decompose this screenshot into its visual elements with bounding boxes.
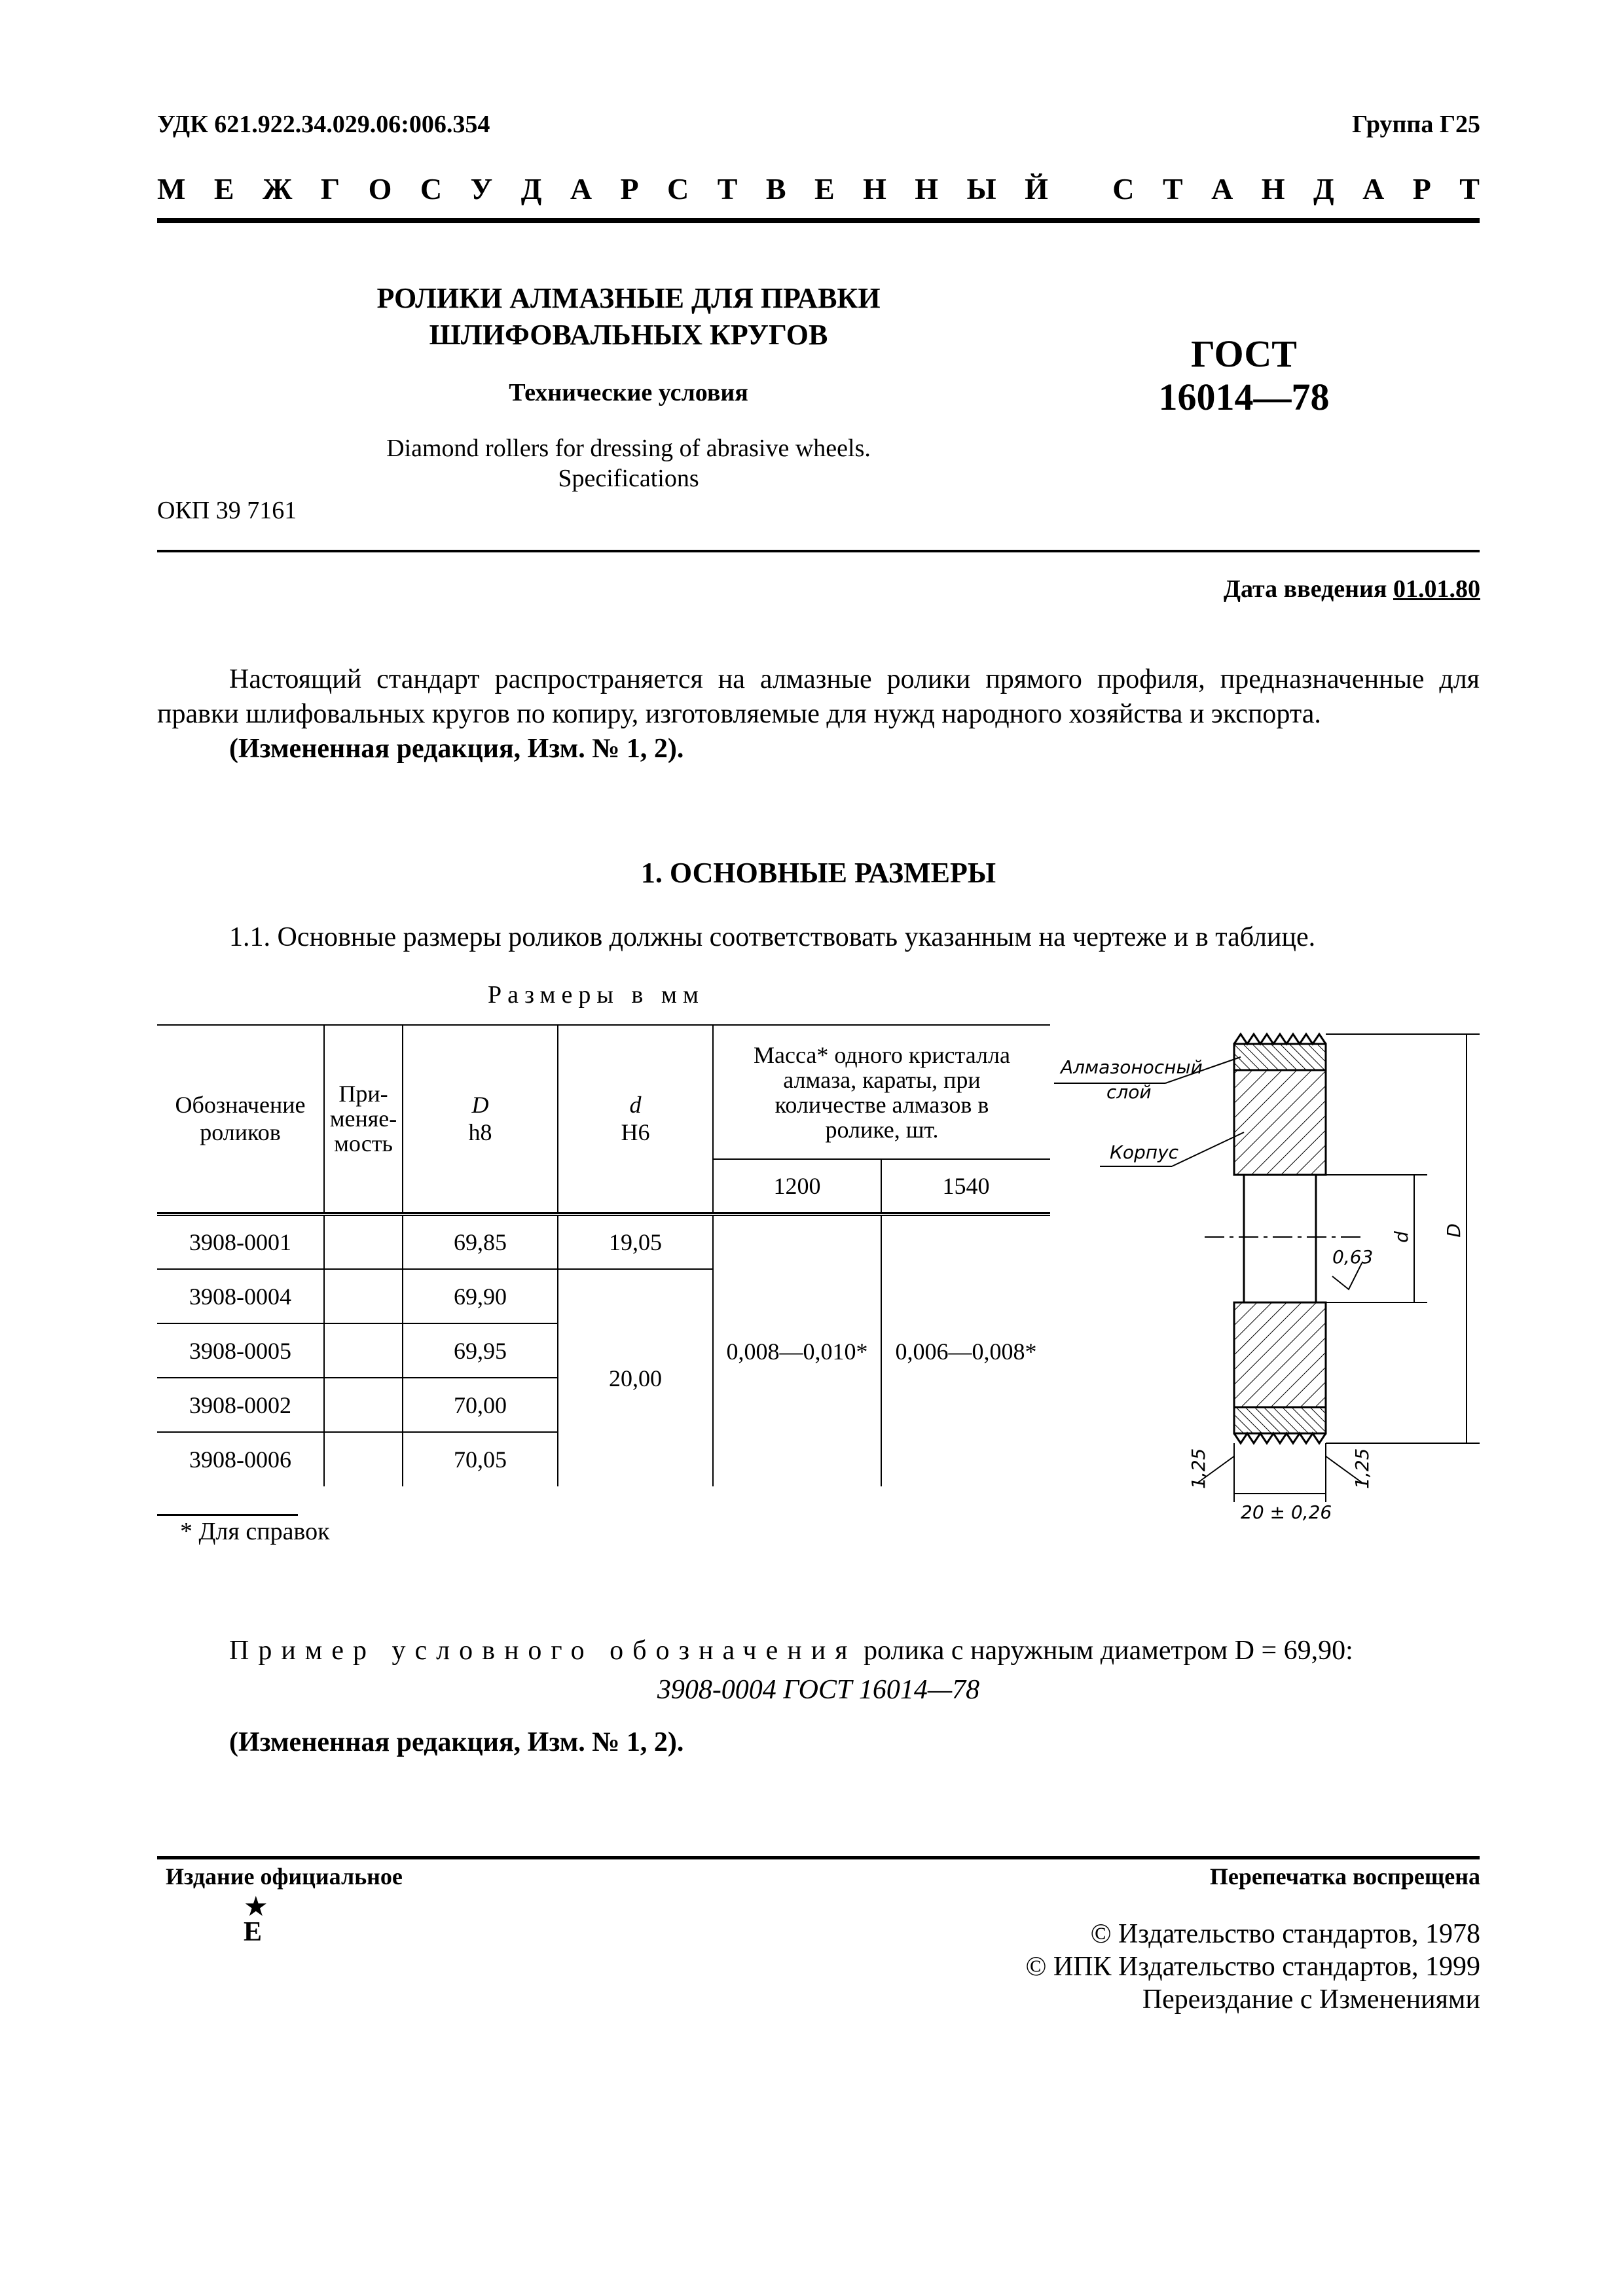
header-D-tolerance: h8 — [468, 1119, 492, 1146]
banner-letter: Т — [1459, 172, 1480, 206]
row-D: 69,95 — [403, 1323, 558, 1378]
e-mark: Е — [244, 1917, 263, 1947]
intro-text: Настоящий стандарт распространяется на алмазные ролики прямого профиля, предназначенные для правки шлифовальных кругов по копиру, изготовляемые для нужд народного хозяйства и экспорта. — [157, 664, 1480, 729]
row-applicability — [324, 1269, 403, 1323]
banner-letter: Г — [320, 172, 340, 206]
section-title: 1. ОСНОВНЫЕ РАЗМЕРЫ — [640, 857, 996, 889]
header-rule — [157, 218, 1480, 223]
gost-code: 16014—78 — [1158, 376, 1330, 418]
banner-letter: Д — [520, 172, 542, 206]
banner-letter: С — [667, 172, 689, 206]
D-dimension-label: D — [1443, 1223, 1465, 1238]
english-title — [275, 433, 982, 493]
banner-letter: Е — [213, 172, 234, 206]
body-bottom — [1234, 1302, 1326, 1407]
footnote: * Для справок — [180, 1518, 330, 1545]
body-top — [1234, 1070, 1326, 1175]
banner-letter: Ж — [262, 172, 293, 206]
body-label: Корпус — [1110, 1141, 1179, 1163]
subtitle: Технические условия — [509, 379, 748, 406]
section-text: 1.1. Основные размеры роликов должны соответствовать указанным на чертеже и в таблице. — [229, 922, 1316, 952]
title-rule — [157, 550, 1480, 552]
roller-drawing — [1034, 1021, 1493, 1532]
standard-banner — [157, 171, 1480, 206]
banner-letter: С — [420, 172, 443, 206]
banner-letter: В — [765, 172, 786, 206]
star-mark: ★ — [244, 1892, 268, 1922]
table-row — [157, 1215, 1050, 1269]
banner-letter: М — [157, 172, 186, 206]
english-title-line-1: Diamond rollers for dressing of abrasive wheels. — [386, 435, 871, 462]
banner-letter: С — [1112, 172, 1135, 206]
header-count-1540: 1540 — [881, 1159, 1050, 1213]
banner-letter: Е — [814, 172, 835, 206]
row-D: 69,90 — [403, 1269, 558, 1323]
row-D: 70,05 — [403, 1432, 558, 1486]
chamfer-right-label: 1,25 — [1351, 1448, 1373, 1489]
banner-letter: О — [368, 172, 392, 206]
row-applicability — [324, 1432, 403, 1486]
chamfer-left-label: 1,25 — [1188, 1448, 1209, 1489]
row-designation: 3908-0004 — [157, 1269, 324, 1323]
banner-letter: Н — [1261, 172, 1285, 206]
row-designation: 3908-0005 — [157, 1323, 324, 1378]
copyright-line-3: Переиздание с Изменениями — [1142, 1984, 1480, 2015]
banner-letter: У — [470, 172, 493, 206]
row-applicability — [324, 1323, 403, 1378]
banner-letter: Р — [1412, 172, 1431, 206]
row-D: 69,85 — [403, 1215, 558, 1269]
row-D: 70,00 — [403, 1378, 558, 1432]
row-designation: 3908-0001 — [157, 1215, 324, 1269]
row-applicability — [324, 1378, 403, 1432]
copyright-line-1: © Издательство стандартов, 1978 — [1090, 1919, 1480, 1949]
header-mass: Масса* одного кристалла алмаза, караты, при количестве алмазов в ролике, шт. — [713, 1025, 1050, 1159]
footnote-rule — [157, 1514, 298, 1516]
banner-letter: Р — [620, 172, 639, 206]
row-applicability — [324, 1215, 403, 1269]
diamond-layer-label: Алмазоносный — [1061, 1056, 1203, 1078]
header-D-symbol: D — [471, 1092, 489, 1119]
header-designation: Обозначение роликов — [157, 1025, 324, 1213]
row-designation: 3908-0006 — [157, 1432, 324, 1486]
row-designation: 3908-0002 — [157, 1378, 324, 1432]
diamond-layer-label-2: слой — [1106, 1081, 1152, 1103]
title-block — [275, 280, 982, 493]
banner-letter: А — [1362, 172, 1385, 206]
banner-letter: Н — [915, 172, 939, 206]
banner-letter: Т — [717, 172, 738, 206]
gost-label: ГОСТ — [1191, 332, 1297, 375]
width-dimension-label: 20 ± 0,26 — [1241, 1501, 1332, 1523]
mass-1200-value: 0,008—0,010* — [713, 1215, 881, 1486]
banner-letter: Н — [863, 172, 886, 206]
example-rest-text: ролика с наружным диаметром D = 69,90: — [856, 1636, 1353, 1666]
intro-date-label: Дата введения — [1223, 575, 1387, 603]
banner-letter — [1076, 171, 1084, 206]
okp-code: ОКП 39 7161 — [157, 497, 297, 524]
copyright-block — [1025, 1918, 1480, 2016]
intro-date-value: 01.01.80 — [1393, 575, 1480, 603]
roughness-label: 0,63 — [1332, 1246, 1374, 1268]
banner-letter: Й — [1025, 172, 1048, 206]
diamond-layer-bottom — [1234, 1407, 1326, 1433]
header-applicability: При- меняе- мость — [324, 1025, 403, 1213]
header-d-symbol: d — [629, 1092, 642, 1119]
row-d: 20,00 — [558, 1269, 713, 1486]
footer-rule — [157, 1856, 1480, 1859]
official-edition: Издание официальное — [166, 1863, 403, 1890]
banner-letter: А — [570, 172, 593, 206]
header-count-1200: 1200 — [713, 1159, 881, 1213]
row-d: 19,05 — [558, 1215, 713, 1269]
gost-number — [1113, 332, 1375, 419]
header-d-tolerance: H6 — [621, 1119, 650, 1146]
banner-letter: Ы — [966, 172, 996, 206]
example-code: 3908-0004 ГОСТ 16014—78 — [657, 1675, 980, 1705]
diamond-teeth-top — [1234, 1034, 1326, 1044]
example-amendment: (Измененная редакция, Изм. № 1, 2). — [229, 1727, 684, 1757]
title-line-2: ШЛИФОВАЛЬНЫХ КРУГОВ — [429, 319, 828, 351]
dimensions-table — [157, 1024, 1050, 1486]
banner-letter: Т — [1162, 172, 1183, 206]
udk-code: УДК 621.922.34.029.06:006.354 — [157, 111, 490, 138]
sizes-caption: Размеры в мм — [488, 981, 704, 1009]
group-code: Группа Г25 — [1352, 111, 1480, 138]
copyright-line-2: © ИПК Издательство стандартов, 1999 — [1025, 1952, 1480, 1982]
header-inner-diameter — [558, 1025, 713, 1213]
d-dimension-label: d — [1391, 1231, 1412, 1243]
intro-paragraph — [157, 662, 1480, 766]
diamond-layer-top — [1234, 1044, 1326, 1070]
english-title-line-2: Specifications — [558, 465, 699, 492]
mass-1540-value: 0,006—0,008* — [881, 1215, 1050, 1486]
designation-example — [229, 1635, 1353, 1666]
intro-amendment: (Измененная редакция, Изм. № 1, 2). — [229, 734, 684, 764]
banner-letter: А — [1211, 172, 1233, 206]
diamond-teeth-bottom — [1234, 1433, 1326, 1443]
header-outer-diameter — [403, 1025, 558, 1213]
intro-date — [1224, 575, 1480, 603]
title-line-1: РОЛИКИ АЛМАЗНЫЕ ДЛЯ ПРАВКИ — [376, 282, 881, 314]
banner-letter: Д — [1313, 172, 1334, 206]
bore — [1244, 1175, 1316, 1302]
example-spaced-text: Пример условного обозначения — [229, 1636, 857, 1666]
reprint-notice: Перепечатка воспрещена — [1209, 1863, 1480, 1890]
